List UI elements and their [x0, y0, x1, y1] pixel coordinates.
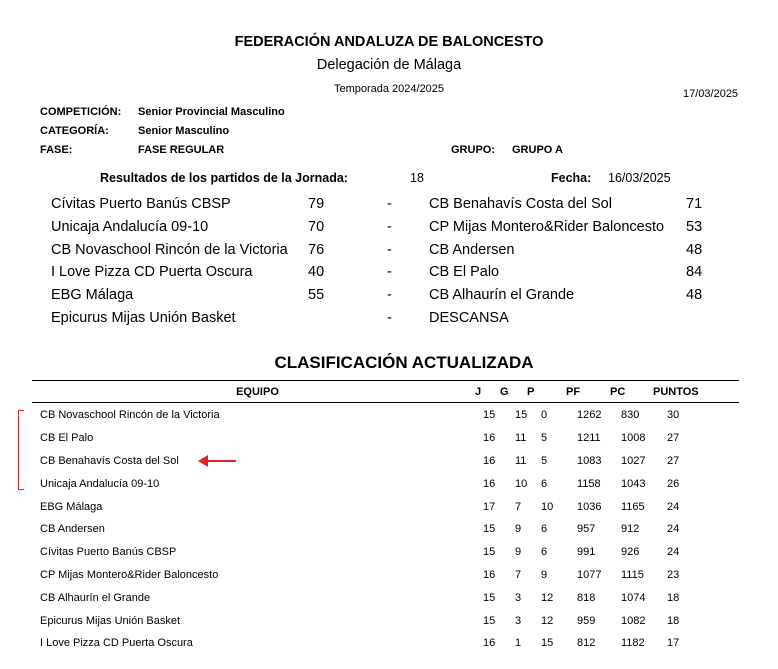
team-name: CB El Palo: [40, 432, 94, 445]
table-row: [32, 632, 717, 655]
away-team: CB El Palo: [429, 264, 500, 281]
away-team: CB Benahavís Costa del Sol: [429, 196, 612, 212]
points-against: 830: [621, 409, 640, 422]
team-name: I Love Pizza CD Puerta Oscura: [40, 637, 193, 650]
table-row: [32, 404, 717, 427]
points-for: 1083: [577, 454, 602, 467]
points-against: 1043: [621, 477, 646, 490]
score-separator: -: [387, 264, 392, 281]
played: 16: [483, 637, 496, 650]
lost: 10: [541, 500, 554, 513]
total-points: 26: [667, 477, 680, 490]
points-against: 1115: [621, 568, 644, 581]
points-against: 926: [621, 546, 640, 559]
lost: 15: [541, 637, 554, 650]
group-label: GRUPO:: [451, 144, 495, 156]
home-team: I Love Pizza CD Puerta Oscura: [51, 264, 253, 281]
total-points: 27: [667, 432, 680, 445]
score-separator: -: [387, 218, 392, 235]
table-row: [32, 427, 717, 450]
lost: 6: [541, 546, 548, 559]
competition-value: Senior Provincial Masculino: [138, 106, 285, 118]
lost: 6: [541, 477, 548, 490]
played: 16: [483, 568, 496, 581]
column-header-g: G: [500, 386, 509, 398]
won: 9: [515, 546, 522, 559]
group-value: GRUPO A: [512, 144, 563, 156]
team-name: EBG Málaga: [40, 500, 103, 513]
home-score: 40: [308, 264, 325, 281]
total-points: 24: [667, 523, 680, 536]
won: 1: [515, 637, 522, 650]
won: 11: [515, 432, 527, 445]
home-team: EBG Málaga: [51, 287, 134, 304]
total-points: 23: [667, 568, 680, 581]
points-against: 1027: [621, 454, 646, 467]
team-name: Epicurus Mijas Unión Basket: [40, 614, 181, 627]
total-points: 30: [667, 409, 680, 422]
lost: 5: [541, 432, 548, 445]
standings-header-rule: [32, 402, 739, 403]
points-against: 912: [621, 523, 640, 536]
home-score: 76: [308, 241, 325, 258]
column-header-pc: PC: [610, 386, 626, 398]
away-team: CB Alhaurín el Grande: [429, 287, 575, 304]
column-header-team: EQUIPO: [236, 386, 279, 398]
won: 7: [515, 568, 522, 581]
played: 17: [483, 500, 496, 513]
won: 7: [515, 500, 522, 513]
points-for: 1211: [577, 432, 601, 445]
round-date-label: Fecha:: [551, 171, 592, 185]
lost: 12: [541, 591, 554, 604]
away-score: 53: [686, 218, 703, 235]
team-name: Unicaja Andalucía 09-10: [40, 477, 160, 490]
standings-title: CLASIFICACIÓN ACTUALIZADA: [274, 353, 534, 372]
table-row: [32, 586, 717, 609]
played: 16: [483, 432, 496, 445]
table-row: [32, 495, 717, 518]
table-row: [32, 609, 717, 632]
phase-label: FASE:: [40, 144, 73, 156]
highlight-bracket: [18, 410, 24, 490]
points-for: 1077: [577, 568, 602, 581]
category-value: Senior Masculino: [138, 125, 230, 137]
delegation-subtitle: Delegación de Málaga: [316, 57, 462, 73]
competition-label: COMPETICIÓN:: [40, 106, 122, 118]
category-label: CATEGORÍA:: [40, 125, 109, 137]
home-team: CB Novaschool Rincón de la Victoria: [51, 241, 288, 258]
points-against: 1182: [621, 637, 645, 650]
phase-value: FASE REGULAR: [138, 144, 225, 156]
score-separator: -: [387, 309, 392, 326]
points-for: 1036: [577, 500, 602, 513]
away-team: CB Andersen: [429, 241, 515, 258]
standings-table: [32, 404, 717, 655]
table-row: [32, 518, 717, 541]
points-against: 1165: [621, 500, 645, 513]
away-team: DESCANSA: [429, 309, 509, 326]
played: 15: [483, 546, 496, 559]
total-points: 18: [667, 591, 680, 604]
played: 15: [483, 614, 496, 627]
team-name: CB Andersen: [40, 523, 105, 536]
table-row: [32, 450, 717, 473]
team-name: CB Benahavís Costa del Sol: [40, 454, 179, 467]
points-for: 1262: [577, 409, 602, 422]
home-team: Cívitas Puerto Banús CBSP: [51, 196, 231, 212]
total-points: 27: [667, 454, 680, 467]
home-team: Unicaja Andalucía 09-10: [51, 218, 209, 235]
team-name: Cívitas Puerto Banús CBSP: [40, 546, 177, 559]
won: 10: [515, 477, 528, 490]
played: 16: [483, 454, 496, 467]
away-score: 48: [686, 287, 703, 304]
score-separator: -: [387, 287, 392, 304]
lost: 9: [541, 568, 548, 581]
played: 16: [483, 477, 496, 490]
column-header-pf: PF: [566, 386, 581, 398]
points-against: 1082: [621, 614, 646, 627]
lost: 5: [541, 454, 548, 467]
points-for: 991: [577, 546, 596, 559]
home-score: 55: [308, 287, 325, 304]
round-label: Resultados de los partidos de la Jornada:: [100, 171, 348, 185]
played: 15: [483, 591, 496, 604]
standings-top-rule: [32, 380, 739, 381]
won: 3: [515, 591, 522, 604]
left-arrow-icon: [198, 453, 238, 469]
home-team: Epicurus Mijas Unión Basket: [51, 309, 236, 326]
print-date: 17/03/2025: [683, 88, 739, 100]
away-score: 48: [686, 241, 703, 258]
away-score: 71: [686, 196, 703, 212]
table-row: [32, 564, 717, 587]
table-row: [32, 472, 717, 495]
home-score: 70: [308, 218, 325, 235]
total-points: 18: [667, 614, 680, 627]
won: 15: [515, 409, 528, 422]
score-separator: -: [387, 241, 392, 258]
total-points: 24: [667, 546, 680, 559]
column-header-p: P: [527, 386, 535, 398]
won: 3: [515, 614, 522, 627]
points-for: 957: [577, 523, 596, 536]
round-date-value: 16/03/2025: [608, 171, 671, 185]
total-points: 24: [667, 500, 680, 513]
team-name: CB Alhaurín el Grande: [40, 591, 151, 604]
table-row: [32, 541, 717, 564]
points-against: 1074: [621, 591, 646, 604]
team-name: CB Novaschool Rincón de la Victoria: [40, 409, 220, 422]
points-for: 818: [577, 591, 596, 604]
round-number: 18: [410, 171, 424, 185]
federation-title: FEDERACIÓN ANDALUZA DE BALONCESTO: [234, 34, 544, 50]
total-points: 17: [667, 637, 680, 650]
lost: 6: [541, 523, 548, 536]
points-against: 1008: [621, 432, 646, 445]
away-score: 84: [686, 264, 703, 281]
column-header-j: J: [475, 386, 482, 398]
season-label: Temporada 2024/2025: [333, 83, 445, 95]
team-name: CP Mijas Montero&Rider Baloncesto: [40, 568, 219, 581]
lost: 0: [541, 409, 548, 422]
lost: 12: [541, 614, 554, 627]
score-separator: -: [387, 196, 392, 212]
won: 9: [515, 523, 522, 536]
home-score: 79: [308, 196, 325, 212]
won: 11: [515, 454, 527, 467]
points-for: 1158: [577, 477, 601, 490]
points-for: 812: [577, 637, 596, 650]
column-header-points: PUNTOS: [653, 386, 699, 398]
played: 15: [483, 409, 496, 422]
points-for: 959: [577, 614, 596, 627]
played: 15: [483, 523, 496, 536]
away-team: CP Mijas Montero&Rider Baloncesto: [429, 218, 665, 235]
